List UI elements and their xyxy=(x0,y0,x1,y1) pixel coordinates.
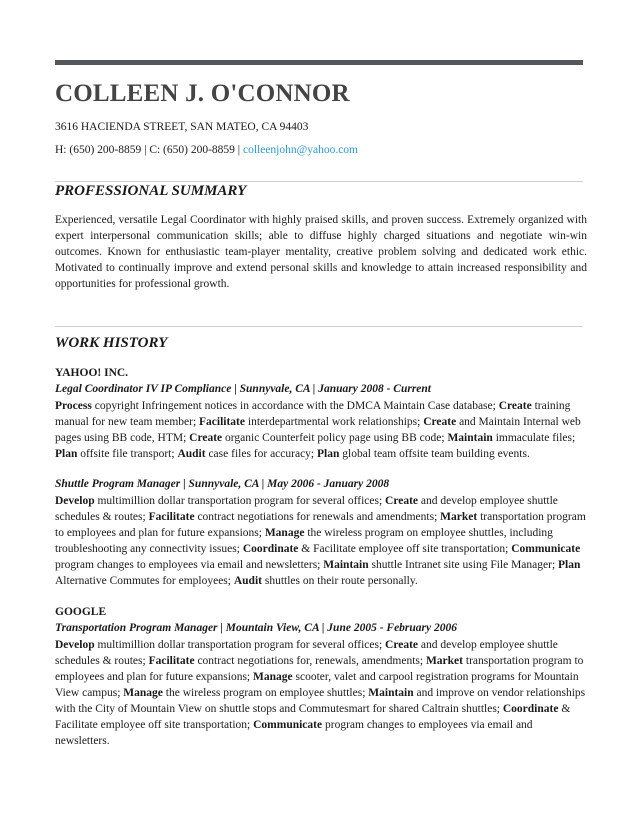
address-line: 3616 HACIENDA STREET, SAN MATEO, CA 94403 xyxy=(55,121,309,133)
role-description: Develop multimillion dollar transportation program for several offices; Create and develop employee shuttle schedules & routes; Facilitate contract negotiations for, renewals, amendments; Market transportation program to employees and plan for future expansions; Manage scooter, valet and carpool registration programs for Mountain View campus; Manage the wireless program on employee shuttles; Maintain and improve on vendor relationships with the City of Mountain View on shuttle stops and Commutesmart for shared Caltrain shuttles; Coordinate & Facilitate employee off site transportation; Communicate program changes to employees via email and newsletters. xyxy=(55,639,586,747)
section-divider xyxy=(55,326,583,327)
action-verb: Plan xyxy=(558,559,581,571)
contact-line xyxy=(55,144,358,156)
action-verb: Plan xyxy=(55,448,78,460)
action-verb: Audit xyxy=(233,575,262,587)
action-verb: Market xyxy=(425,655,463,667)
contact-separator: | xyxy=(141,144,150,156)
action-verb: Facilitate xyxy=(199,416,245,428)
action-verb: Coordinate xyxy=(242,543,299,555)
action-verb: Market xyxy=(440,511,478,523)
role-heading: Transportation Program Manager | Mountain View, CA | June 2005 - February 2006 xyxy=(55,622,458,634)
company-name: GOOGLE xyxy=(55,606,107,618)
summary-heading: PROFESSIONAL SUMMARY xyxy=(55,183,247,199)
action-verb: Create xyxy=(385,495,419,507)
action-verb: Plan xyxy=(317,448,340,460)
action-verb: Communicate xyxy=(511,543,581,555)
action-verb: Maintain xyxy=(323,559,369,571)
action-verb: Facilitate xyxy=(148,511,195,523)
action-verb: Manage xyxy=(123,687,163,699)
action-verb: Audit xyxy=(177,448,206,460)
section-divider xyxy=(55,181,583,182)
contact-separator: | xyxy=(234,144,243,156)
action-verb: Manage xyxy=(253,671,293,683)
action-verb: Create xyxy=(498,400,532,412)
work-history-heading: WORK HISTORY xyxy=(55,335,168,351)
action-verb: Manage xyxy=(264,527,305,539)
cell-phone: C: (650) 200-8859 xyxy=(149,144,235,156)
action-verb: Communicate xyxy=(253,719,323,731)
action-verb: Process xyxy=(55,400,92,412)
action-verb: Facilitate xyxy=(148,655,195,667)
candidate-name: COLLEEN J. O'CONNOR xyxy=(55,80,350,107)
role-description: Process copyright Infringement notices in accordance with the DMCA Maintain Case database; Create training manual for new team member; Facilitate interdepartmental work relationships; Create and Maintain Internal web pages using BB code, HTM; Create organic Counterfeit policy page using BB code; Maintain immaculate files; Plan offsite file transport; Audit case files for accuracy; Plan global team offsite team building events. xyxy=(55,400,581,460)
company-name: YAHOO! INC. xyxy=(55,367,129,379)
action-verb: Maintain xyxy=(447,432,493,444)
home-phone: H: (650) 200-8859 xyxy=(55,144,142,156)
action-verb: Coordinate xyxy=(502,703,559,715)
action-verb: Develop xyxy=(55,495,95,507)
email-link[interactable]: colleenjohn@yahoo.com xyxy=(242,144,359,156)
role-description: Develop multimillion dollar transportation program for several offices; Create and develop employee shuttle schedules & routes; Facilitate contract negotiations for renewals and amendments; Market transportation program to employees and plan for future expansions; Manage the wireless program on employee shuttles, including troubleshooting any connectivity issues; Coordinate & Facilitate employee off site transportation; Communicate program changes to employees via email and newsletters; Maintain shuttle Intranet site using File Manager; Plan Alternative Commutes for employees; Audit shuttles on their route personally. xyxy=(55,495,586,587)
role-heading: Legal Coordinator IV IP Compliance | Sunnyvale, CA | January 2008 - Current xyxy=(55,383,432,395)
action-verb: Develop xyxy=(55,639,95,651)
summary-text: Experienced, versatile Legal Coordinator with highly praised skills, and proven success. Extremely organized with expert interpersonal communication skills; able to diffuse highly charged situations and negotiate win-win outcomes. Known for enthusiastic team-player mentality, creative problem solving and dedicated work ethic. Motivated to continually improve and extend personal skills and knowledge to attain increased responsibility and opportunities for professional growth. xyxy=(55,214,587,290)
header-top-rule xyxy=(55,60,583,65)
action-verb: Create xyxy=(189,432,223,444)
action-verb: Create xyxy=(423,416,457,428)
action-verb: Create xyxy=(385,639,419,651)
action-verb: Maintain xyxy=(368,687,414,699)
role-heading: Shuttle Program Manager | Sunnyvale, CA | May 2006 - January 2008 xyxy=(55,478,390,490)
